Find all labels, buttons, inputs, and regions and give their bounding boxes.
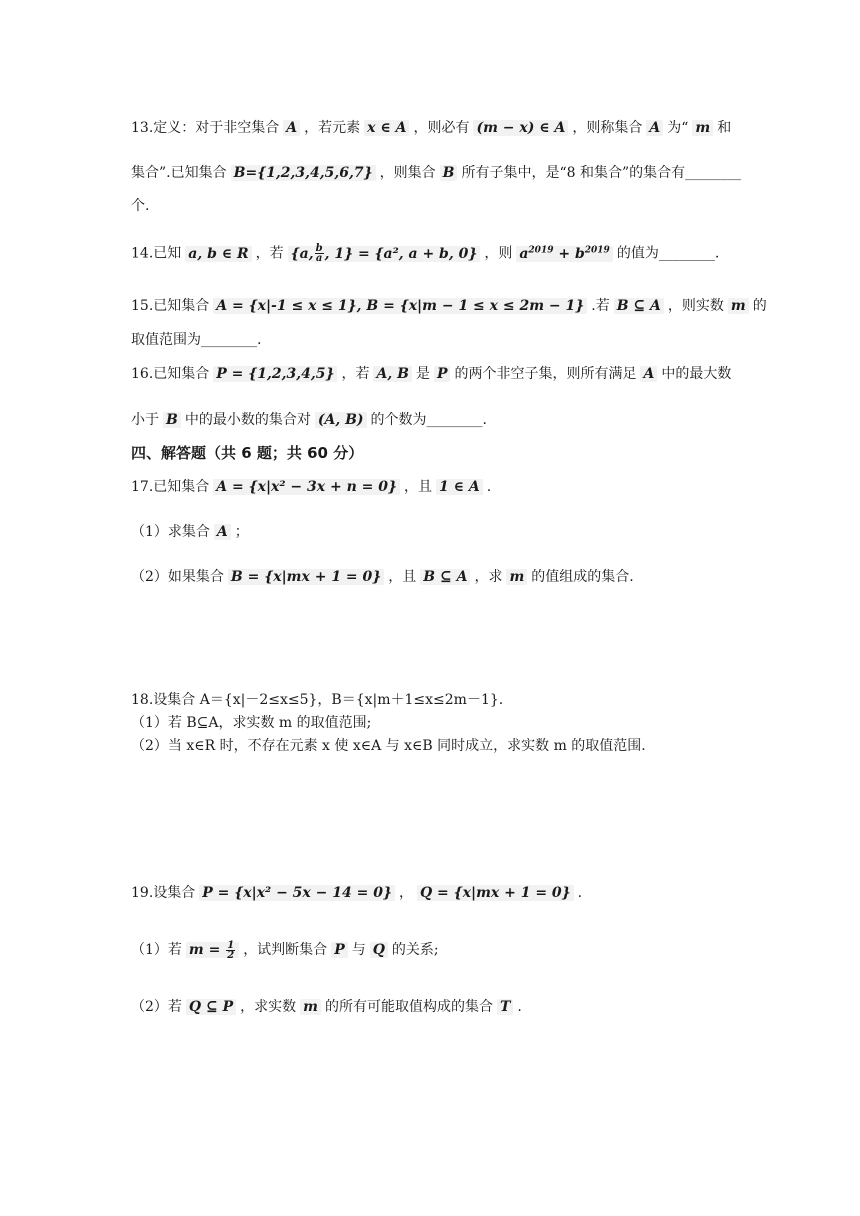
fraction — [315, 244, 324, 263]
q19-text: 19.设集合 — [131, 885, 196, 901]
q19-text: ，试判断集合 — [243, 942, 328, 958]
q16-line-1 — [131, 364, 730, 384]
math-expr: a, b ∈ R — [185, 246, 251, 262]
q14-text: 的值为________. — [616, 245, 720, 262]
math-expr: m — [692, 120, 713, 136]
q16-text: 中的最大数 — [661, 366, 732, 382]
q13-text: ，若元素 — [304, 120, 361, 136]
math-expr: A — [283, 120, 300, 136]
q19-text: ，求实数 — [240, 999, 297, 1015]
q19-text: 与 — [351, 942, 366, 958]
math-expr: Q = {x|mx + 1 = 0} — [417, 885, 574, 901]
q19-sub-1 — [131, 940, 730, 960]
q16-text: 是 — [415, 366, 430, 382]
exponent: 2019 — [528, 245, 554, 255]
exponent: 2019 — [584, 245, 610, 255]
q19-text: （2）若 — [131, 999, 182, 1015]
math-expr: m — [300, 999, 321, 1015]
q19-sub-2 — [131, 997, 730, 1017]
math-expr: P — [331, 942, 348, 958]
q13-line-2 — [131, 163, 742, 183]
q13-text: 个. — [131, 198, 150, 214]
q13-line-1 — [131, 118, 730, 138]
q17-text: ，且 — [388, 569, 417, 585]
q19-text: 的关系; — [391, 942, 439, 958]
q16-line-2 — [131, 410, 730, 430]
math-expr: m — [728, 298, 749, 314]
math-expr: (A, B) — [315, 412, 367, 428]
math-expr: 1 ∈ A — [436, 479, 483, 495]
q18-line-3: （2）当 x∈R 时，不存在元素 x 使 x∈A 与 x∈B 同时成立，求实数 m 的取值范围. — [131, 738, 646, 754]
math-expr: x ∈ A — [364, 120, 409, 136]
q19-text: . — [517, 999, 522, 1015]
q13-text: 所有子集中，是“8 和集合”的集合有________ — [461, 165, 742, 181]
q13-line-3 — [131, 196, 730, 216]
q16-text: 的两个非空子集，则所有满足 — [454, 366, 637, 382]
math-expr: B ⊆ A — [420, 569, 470, 585]
math-expr: A — [646, 120, 663, 136]
q17-text: ； — [234, 524, 249, 540]
q19-line — [131, 883, 730, 903]
math-expr: P = {x|x² − 5x − 14 = 0} — [199, 885, 395, 901]
math-expr — [516, 246, 612, 262]
math-expr — [288, 243, 481, 265]
q15-text: 的 — [752, 298, 767, 314]
q15-text: .若 — [591, 298, 610, 314]
math-part: + b — [553, 245, 585, 262]
q13-text: 为“ — [667, 120, 689, 136]
fraction-denominator: a — [315, 253, 323, 265]
math-expr: P — [434, 366, 451, 382]
q17-text: 的值组成的集合. — [531, 569, 634, 585]
q16-text: ，若 — [341, 366, 370, 382]
q14-text: ，则 — [484, 245, 513, 262]
q17-sub-1 — [131, 522, 730, 542]
math-expr: B — [163, 412, 181, 428]
math-part: a — [519, 245, 529, 262]
math-part: , 1} = {a², a + b, 0} — [324, 245, 478, 262]
q13-text: 和 — [717, 120, 732, 136]
q17-text: ，求 — [474, 569, 503, 585]
math-expr: A — [214, 524, 231, 540]
math-expr: A = {x|x² − 3x + n = 0} — [213, 479, 400, 495]
q17-text: ，且 — [403, 479, 432, 495]
q15-line-2 — [131, 330, 730, 350]
q13-text: 13.定义：对于非空集合 — [131, 120, 280, 136]
math-part: {a, — [290, 245, 314, 262]
q16-text: 小于 — [131, 412, 159, 428]
q15-text: ，则实数 — [667, 298, 724, 314]
section-heading: 四、解答题（共 6 题；共 60 分） — [131, 444, 364, 462]
q17-sub-2 — [131, 567, 730, 587]
q19-text: （1）若 — [131, 942, 182, 958]
q19-text: ， — [398, 885, 413, 901]
q17-text: （1）求集合 — [131, 524, 210, 540]
math-expr: (m − x) ∈ A — [473, 120, 568, 136]
math-expr: B={1,2,3,4,5,6,7} — [231, 165, 376, 181]
math-expr: m — [506, 569, 527, 585]
math-expr: B — [440, 165, 458, 181]
fraction-denominator: 2 — [227, 949, 235, 961]
math-expr — [186, 939, 239, 961]
q15-text: 15.已知集合 — [131, 298, 210, 314]
math-expr: Q ⊆ P — [186, 999, 236, 1015]
math-expr: A — [640, 366, 657, 382]
q17-text: 17.已知集合 — [131, 479, 210, 495]
q17-text: （2）如果集合 — [131, 569, 224, 585]
q13-text: ，则必有 — [413, 120, 470, 136]
math-expr: A = {x|-1 ≤ x ≤ 1}, B = {x|m − 1 ≤ x ≤ 2m − 1} — [213, 298, 587, 314]
q14-text: 14.已知 — [131, 245, 182, 262]
q15-text: 取值范围为________. — [131, 332, 262, 348]
math-expr: B = {x|mx + 1 = 0} — [228, 569, 384, 585]
q13-text: 集合”.已知集合 — [131, 165, 227, 181]
math-expr: P = {1,2,3,4,5} — [213, 366, 337, 382]
q16-text: 中的最小数的集合对 — [184, 412, 311, 428]
q15-line-1 — [131, 296, 767, 316]
fraction-numerator: b — [315, 243, 323, 255]
q14-text: ，若 — [255, 245, 284, 262]
q13-text: ，则称集合 — [572, 120, 643, 136]
q18-line-2: （1）若 B⊆A，求实数 m 的取值范围; — [131, 715, 372, 731]
math-part: m = — [188, 942, 221, 958]
q19-text: 的所有可能取值构成的集合 — [324, 999, 493, 1015]
q17-text: . — [486, 479, 492, 495]
q16-text: 16.已知集合 — [131, 366, 210, 382]
q18-line-1: 18.设集合 A＝{x|－2≤x≤5}，B＝{x|m＋1≤x≤2m－1}. — [131, 692, 504, 708]
q19-text: . — [577, 885, 583, 901]
q16-text: 的个数为________. — [370, 412, 487, 428]
math-expr: T — [497, 999, 513, 1015]
q14-line — [131, 240, 730, 264]
math-expr: Q — [370, 942, 388, 958]
math-expr: A, B — [373, 366, 411, 382]
fraction-numerator: 1 — [227, 939, 235, 951]
fraction — [226, 941, 235, 960]
math-expr: B ⊆ A — [614, 298, 664, 314]
q13-text: ，则集合 — [379, 165, 436, 181]
q17-line — [131, 477, 730, 497]
